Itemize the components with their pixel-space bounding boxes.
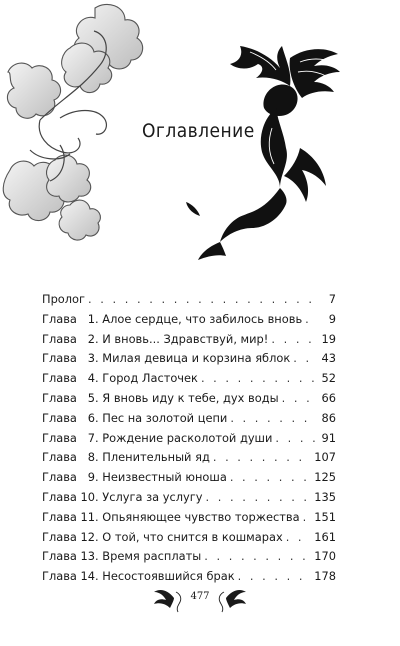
cloud-ornament-icon bbox=[0, 0, 150, 250]
toc-entry-chapter-7[interactable] bbox=[42, 431, 336, 451]
table-of-contents bbox=[42, 292, 336, 589]
toc-entry-chapter-8[interactable] bbox=[42, 450, 336, 470]
toc-entry-chapter-4[interactable] bbox=[42, 371, 336, 391]
toc-page-number: 52 bbox=[321, 371, 336, 386]
toc-label: Глава 6. Пес на золотой цепи bbox=[42, 410, 228, 425]
toc-leader-dots bbox=[286, 530, 312, 544]
toc-page-number: 178 bbox=[314, 569, 336, 584]
toc-page-number: 135 bbox=[314, 489, 336, 504]
toc-label: Глава 9. Неизвестный юноша bbox=[42, 470, 227, 485]
toc-label: Глава 13. Время расплаты bbox=[42, 549, 202, 564]
toc-entry-chapter-5[interactable] bbox=[42, 391, 336, 411]
toc-leader-dots bbox=[201, 371, 315, 385]
toc-label: Глава 12. О той, что снится в кошмарах bbox=[42, 529, 283, 544]
toc-entry-chapter-10[interactable] bbox=[42, 490, 336, 510]
toc-leader-dots bbox=[88, 292, 315, 306]
toc-entry-chapter-1[interactable] bbox=[42, 312, 336, 332]
toc-label: Глава 11. Опьяняющее чувство торжества bbox=[42, 509, 300, 524]
toc-leader-dots bbox=[206, 490, 312, 504]
toc-leader-dots bbox=[275, 431, 315, 445]
page-number: 477 bbox=[190, 591, 210, 602]
toc-label: Глава 10. Услуга за услугу bbox=[42, 489, 203, 504]
toc-entry-chapter-11[interactable] bbox=[42, 510, 336, 530]
toc-leader-dots bbox=[303, 510, 312, 524]
toc-label: Глава 5. Я вновь иду к тебе, дух воды bbox=[42, 390, 279, 405]
toc-label: Глава 7. Рождение расколотой души bbox=[42, 430, 273, 445]
toc-label: Пролог bbox=[42, 292, 85, 306]
toc-entry-chapter-3[interactable] bbox=[42, 351, 336, 371]
toc-entry-chapter-9[interactable] bbox=[42, 470, 336, 490]
toc-page-number: 107 bbox=[314, 450, 336, 465]
toc-leader-dots bbox=[204, 549, 311, 563]
toc-page-number: 86 bbox=[321, 410, 336, 425]
page-footer bbox=[152, 584, 248, 614]
toc-entry-prologue[interactable] bbox=[42, 292, 336, 312]
toc-page-number: 151 bbox=[314, 509, 336, 524]
toc-label: Глава 4. Город Ласточек bbox=[42, 371, 198, 386]
toc-label: Глава 2. И вновь... Здравствуй, мир! bbox=[42, 331, 269, 346]
toc-leader-dots bbox=[282, 391, 315, 405]
toc-page-number: 91 bbox=[321, 430, 336, 445]
toc-page-number: 43 bbox=[321, 351, 336, 366]
toc-page-number: 9 bbox=[328, 311, 336, 326]
toc-leader-dots bbox=[230, 411, 315, 425]
toc-entry-chapter-12[interactable] bbox=[42, 530, 336, 550]
toc-page-number: 7 bbox=[328, 292, 336, 306]
toc-page-number: 161 bbox=[314, 529, 336, 544]
page-title: Оглавление bbox=[142, 120, 255, 142]
toc-page-number: 125 bbox=[314, 470, 336, 485]
toc-page-number: 19 bbox=[321, 331, 336, 346]
toc-label: Глава 14. Несостоявшийся брак bbox=[42, 569, 235, 584]
toc-entry-chapter-6[interactable] bbox=[42, 411, 336, 431]
toc-entry-chapter-13[interactable] bbox=[42, 549, 336, 569]
toc-leader-dots bbox=[230, 470, 311, 484]
toc-label: Глава 1. Алое сердце, что забилось вновь bbox=[42, 311, 303, 326]
toc-page-number: 170 bbox=[314, 549, 336, 564]
toc-label: Глава 3. Милая девица и корзина яблок bbox=[42, 351, 291, 366]
toc-leader-dots bbox=[271, 332, 315, 346]
toc-leader-dots bbox=[293, 351, 315, 365]
toc-page-number: 66 bbox=[321, 390, 336, 405]
phoenix-icon bbox=[180, 38, 360, 268]
toc-label: Глава 8. Пленительный яд bbox=[42, 450, 210, 465]
toc-leader-dots bbox=[213, 450, 311, 464]
toc-leader-dots bbox=[238, 569, 312, 583]
toc-entry-chapter-2[interactable] bbox=[42, 332, 336, 352]
toc-leader-dots bbox=[305, 312, 315, 326]
